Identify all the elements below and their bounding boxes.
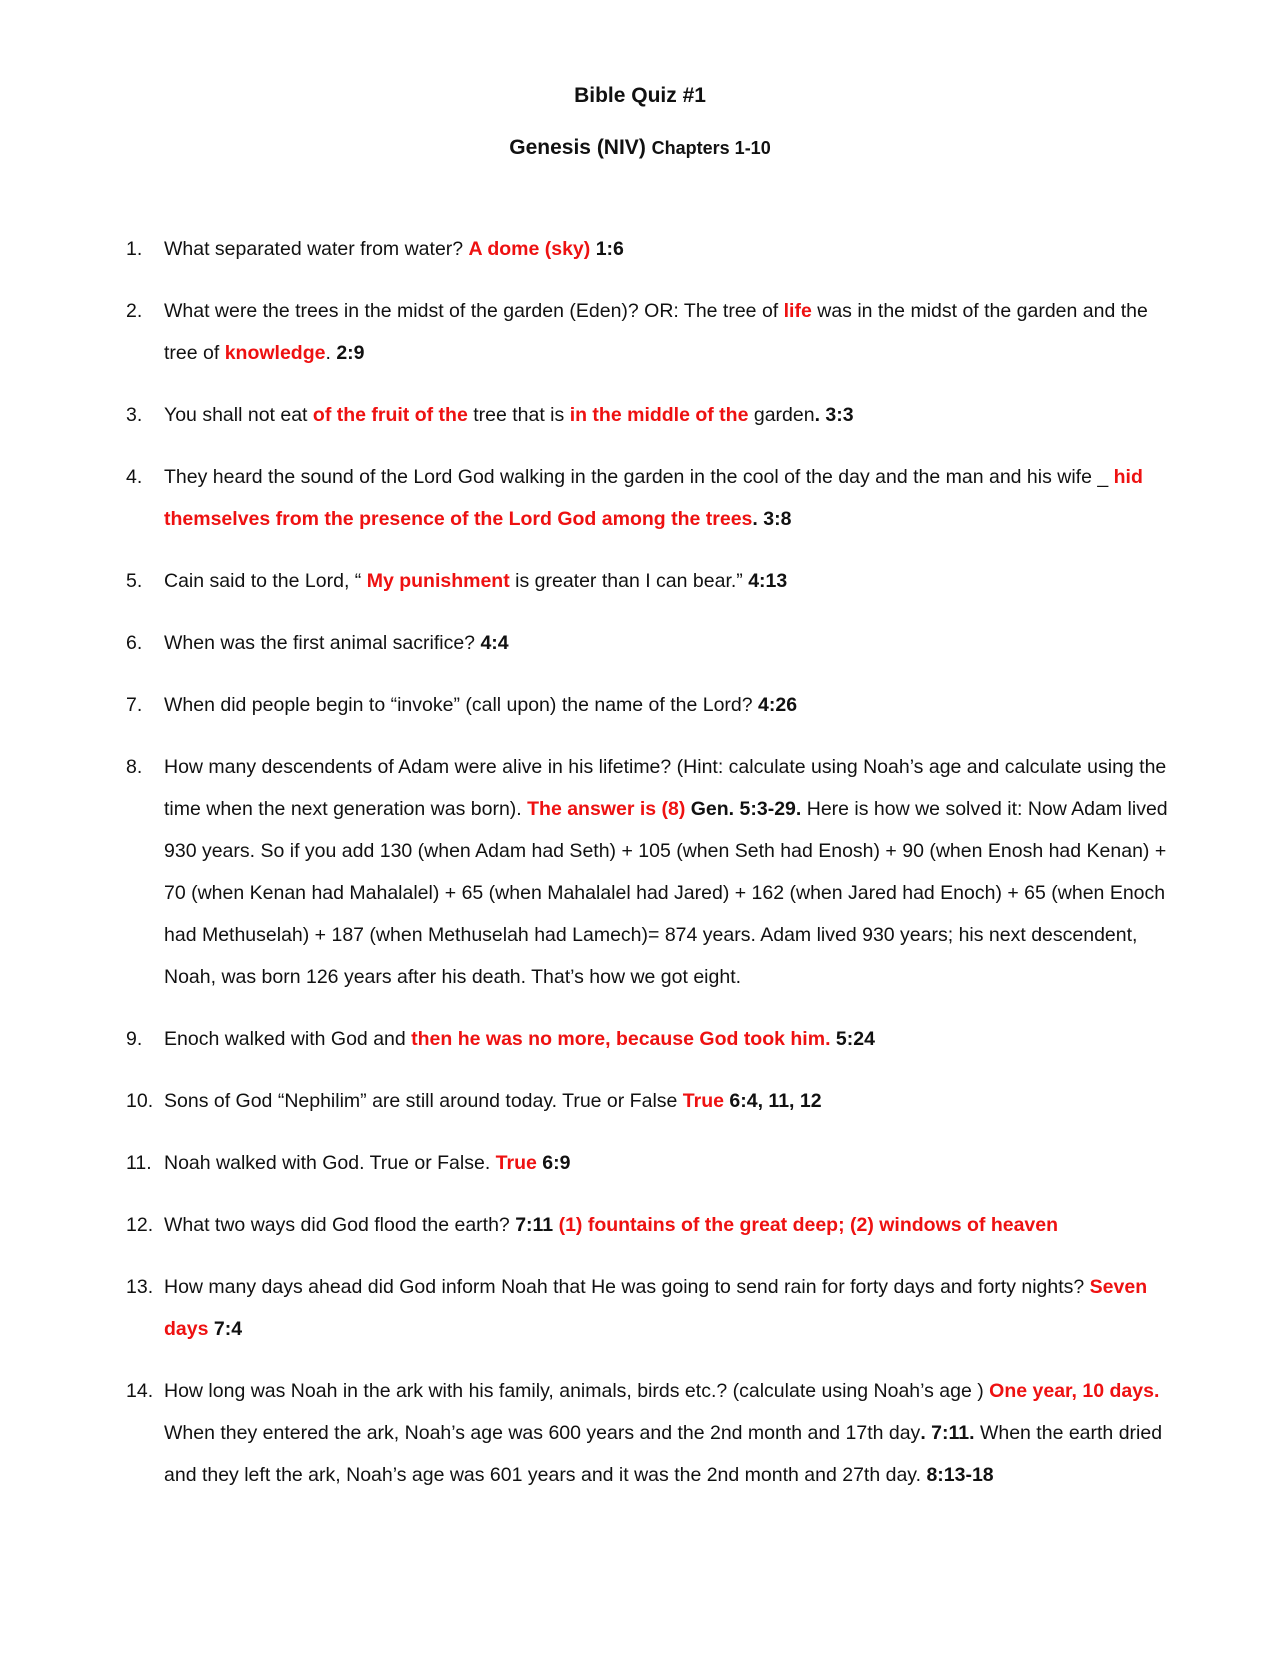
question-segment: They heard the sound of the Lord God walking in the garden in the cool of the day and the man and his wife _ <box>164 466 1114 488</box>
verse-reference: 6:4, 11, 12 <box>723 1090 822 1112</box>
verse-reference: 7:11 <box>515 1214 554 1236</box>
answer-text: in the middle of the <box>569 404 749 426</box>
subtitle-chapters: Chapters 1-10 <box>651 138 771 158</box>
quiz-question <box>126 394 1186 436</box>
quiz-question <box>126 1142 1186 1184</box>
answer-text: One year, 10 days. <box>989 1380 1160 1402</box>
answer-text: then he was no more, because God took him. <box>411 1028 831 1050</box>
question-text <box>164 1080 1186 1122</box>
question-segment: . <box>325 342 337 364</box>
question-text <box>164 1204 1186 1246</box>
question-number: 4. <box>126 466 143 488</box>
quiz-question <box>126 1204 1186 1246</box>
question-text <box>164 228 1186 270</box>
question-segment: garden <box>748 404 815 426</box>
verse-reference: 4:13 <box>748 570 788 592</box>
question-segment: Noah walked with God. True or False. <box>164 1152 496 1174</box>
question-text <box>164 394 1186 436</box>
verse-reference: 4:26 <box>758 694 798 716</box>
question-segment: How long was Noah in the ark with his family, animals, birds etc.? (calculate using Noah’s age ) <box>164 1380 990 1402</box>
quiz-question-list <box>126 228 1186 1516</box>
question-text <box>164 560 1186 602</box>
question-segment: was in the midst of the garden and the tree of <box>164 300 1148 364</box>
answer-text: of the fruit of the <box>312 404 468 426</box>
question-text <box>164 456 1186 540</box>
question-segment: Cain said to the Lord, “ <box>164 570 367 592</box>
quiz-question <box>126 622 1186 664</box>
verse-reference: 5:24 <box>830 1028 875 1050</box>
question-segment: When the earth dried and they left the ark, Noah’s age was 601 years and it was the 2nd month and 27th day. <box>164 1422 1163 1486</box>
answer-text: True <box>682 1090 724 1112</box>
question-segment: What were the trees in the midst of the garden (Eden)? OR: The tree of <box>164 300 784 322</box>
answer-text: life <box>783 300 812 322</box>
question-segment: How many descendents of Adam were alive in his lifetime? (Hint: calculate using Noah’s age and calculate using the time when the next generation was born). <box>164 756 1167 820</box>
question-segment: When they entered the ark, Noah’s age was 600 years and the 2nd month and 17th day <box>164 1422 921 1444</box>
verse-reference: 6:9 <box>536 1152 571 1174</box>
question-number: 8. <box>126 756 143 778</box>
quiz-question <box>126 1370 1186 1496</box>
question-number: 12. <box>126 1214 154 1236</box>
question-segment: When was the first animal sacrifice? <box>164 632 481 654</box>
verse-reference: . 3:3 <box>814 404 854 426</box>
question-number: 13. <box>126 1276 154 1298</box>
verse-reference: Gen. 5:3-29. <box>685 798 802 820</box>
question-segment: How many days ahead did God inform Noah that He was going to send rain for forty days and forty nights? <box>164 1276 1090 1298</box>
page-title: Bible Quiz #1 <box>574 84 706 107</box>
answer-text: hid themselves from the presence of the Lord God among the trees <box>164 466 1143 530</box>
question-text <box>164 290 1186 374</box>
question-segment: You shall not eat <box>164 404 313 426</box>
verse-reference: . 3:8 <box>752 508 792 530</box>
question-text <box>164 1018 1186 1060</box>
question-number: 9. <box>126 1028 143 1050</box>
question-segment: is greater than I can bear.” <box>509 570 749 592</box>
verse-reference: 1:6 <box>590 238 624 260</box>
answer-text: A dome (sky) <box>468 238 591 260</box>
answer-text: The answer is (8) <box>527 798 686 820</box>
verse-reference: . 7:11. <box>920 1422 975 1444</box>
subtitle-book: Genesis (NIV) <box>509 136 646 159</box>
answer-text: knowledge <box>224 342 326 364</box>
question-text <box>164 684 1186 726</box>
quiz-question <box>126 456 1186 540</box>
question-text <box>164 1370 1186 1496</box>
question-number: 3. <box>126 404 143 426</box>
verse-reference: 4:4 <box>480 632 509 654</box>
answer-text: (1) fountains of the great deep; (2) windows of heaven <box>553 1214 1059 1236</box>
question-number: 11. <box>126 1152 152 1174</box>
question-text <box>164 1142 1186 1184</box>
question-text <box>164 1266 1186 1350</box>
quiz-question <box>126 560 1186 602</box>
question-number: 14. <box>126 1380 154 1402</box>
answer-text: True <box>495 1152 537 1174</box>
question-number: 7. <box>126 694 143 716</box>
verse-reference: 8:13-18 <box>926 1464 994 1486</box>
question-segment: When did people begin to “invoke” (call upon) the name of the Lord? <box>164 694 759 716</box>
question-segment: Enoch walked with God and <box>164 1028 412 1050</box>
question-number: 6. <box>126 632 143 654</box>
question-segment: Here is how we solved it: Now Adam lived 930 years. So if you add 130 (when Adam had Seth) + 105 (when Seth had Enosh) + 90 (when Enosh had Kenan) + 70 (when Kenan had Mahalalel) + 65 (when Mahalalel had Jared) + 162 (when Jared had Enoch) + 65 (when Enoch had Methuselah) + 187 (when Methuselah had Lamech)= 874 years. Adam lived 930 years; his next descendent, Noah, was born 126 years after his death. That’s how we got eight. <box>164 798 1168 988</box>
quiz-question <box>126 684 1186 726</box>
quiz-question <box>126 290 1186 374</box>
question-text <box>164 746 1186 998</box>
question-segment: Sons of God “Nephilim” are still around today. True or False <box>164 1090 683 1112</box>
answer-text: My punishment <box>366 570 510 592</box>
verse-reference: 2:9 <box>336 342 365 364</box>
quiz-question <box>126 228 1186 270</box>
verse-reference: 7:4 <box>208 1318 243 1340</box>
question-segment: tree that is <box>467 404 570 426</box>
answer-text: Seven days <box>164 1276 1148 1340</box>
question-number: 1. <box>126 238 143 260</box>
question-segment: What two ways did God flood the earth? <box>164 1214 516 1236</box>
question-text <box>164 622 1186 664</box>
question-number: 10. <box>126 1090 154 1112</box>
question-number: 5. <box>126 570 143 592</box>
question-segment: What separated water from water? <box>164 238 469 260</box>
quiz-question <box>126 746 1186 998</box>
quiz-question <box>126 1080 1186 1122</box>
quiz-question <box>126 1266 1186 1350</box>
quiz-question <box>126 1018 1186 1060</box>
question-number: 2. <box>126 300 143 322</box>
page-subtitle <box>0 136 1280 160</box>
